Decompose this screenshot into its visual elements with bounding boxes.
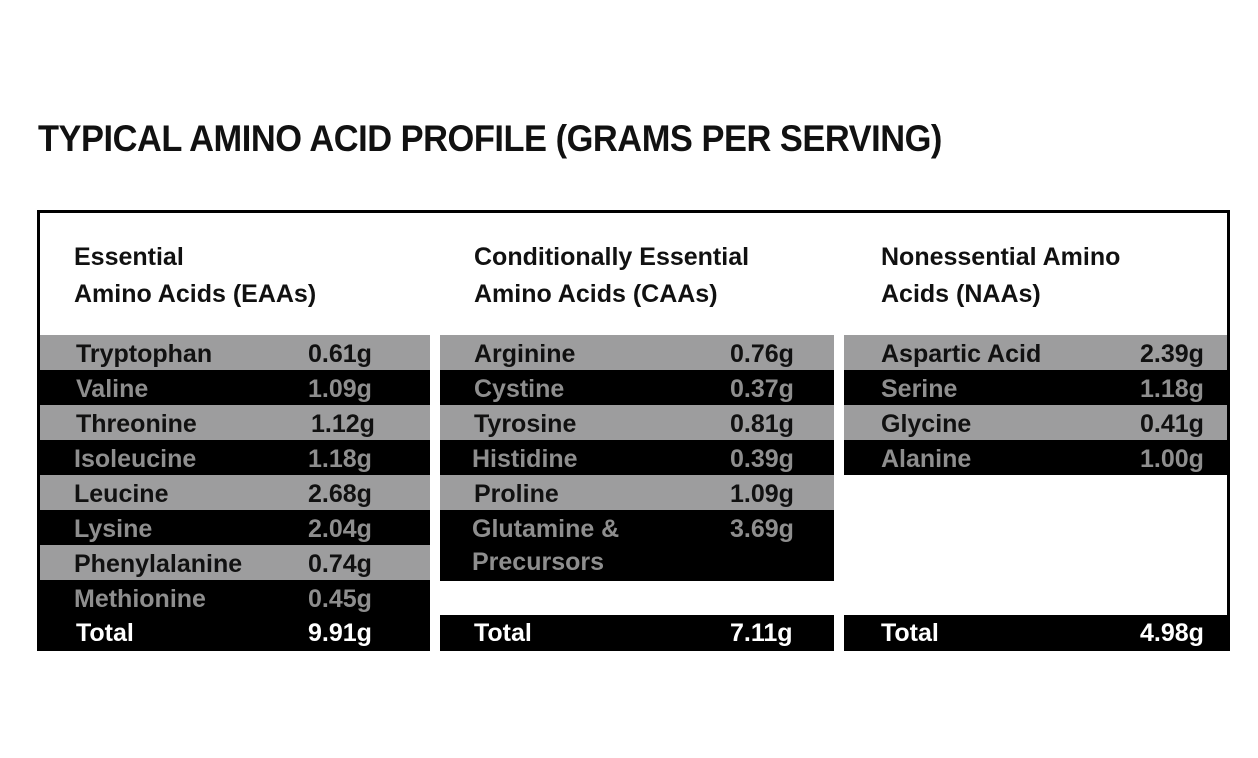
acid-name: Proline	[474, 480, 559, 508]
total-label: Total	[881, 619, 939, 647]
table-row	[440, 510, 834, 581]
acid-name: Glutamine & Precursors	[472, 515, 620, 576]
table-row	[844, 370, 1227, 405]
table-row	[844, 440, 1227, 475]
acid-name: Serine	[881, 375, 958, 403]
acid-value: 0.61g	[308, 340, 372, 368]
total-row	[844, 615, 1227, 651]
acid-value: 2.39g	[1140, 340, 1204, 368]
amino-acid-table	[37, 210, 1230, 651]
acid-name: Alanine	[881, 445, 972, 473]
acid-value: 1.00g	[1140, 445, 1204, 473]
total-value: 9.91g	[308, 619, 372, 647]
acid-name: Phenylalanine	[74, 550, 243, 578]
table-row	[844, 405, 1227, 440]
table-row	[40, 545, 430, 580]
acid-value: 1.09g	[730, 480, 794, 508]
acid-name: Lysine	[74, 515, 153, 543]
total-row	[440, 615, 834, 651]
acid-name: Isoleucine	[74, 445, 197, 473]
acid-name: Aspartic Acid	[881, 340, 1042, 368]
page-title: TYPICAL AMINO ACID PROFILE (GRAMS PER SERVING)	[38, 118, 942, 159]
acid-value: 0.74g	[308, 550, 372, 578]
column-heading: Conditionally Essential Amino Acids (CAAs)	[474, 243, 750, 308]
table-row	[440, 475, 834, 510]
table-row	[40, 510, 430, 545]
acid-name: Cystine	[474, 375, 565, 403]
acid-name: Threonine	[76, 410, 197, 438]
acid-value: 3.69g	[730, 515, 794, 543]
acid-name: Methionine	[74, 585, 206, 613]
column-heading: Nonessential Amino Acids (NAAs)	[881, 243, 1121, 308]
acid-value: 0.39g	[730, 445, 794, 473]
total-value: 7.11g	[730, 619, 793, 647]
acid-value: 1.12g	[311, 410, 375, 438]
table-row	[440, 370, 834, 405]
acid-name: Arginine	[474, 340, 576, 368]
acid-value: 0.41g	[1140, 410, 1204, 438]
table-row	[440, 440, 834, 475]
table-row	[440, 405, 834, 440]
table-row	[844, 335, 1227, 370]
acid-value: 0.37g	[730, 375, 794, 403]
total-row	[40, 615, 430, 651]
table-row	[440, 335, 834, 370]
acid-value: 2.68g	[308, 480, 372, 508]
table-row	[40, 335, 430, 370]
acid-value: 1.09g	[308, 375, 372, 403]
table-row	[40, 405, 430, 440]
column-heading: Essential Amino Acids (EAAs)	[74, 243, 317, 308]
acid-name: Valine	[76, 375, 149, 403]
acid-value: 1.18g	[308, 445, 372, 473]
table-row	[40, 370, 430, 405]
total-value: 4.98g	[1140, 619, 1204, 647]
acid-value: 2.04g	[308, 515, 372, 543]
table-row	[40, 440, 430, 475]
acid-value: 0.76g	[730, 340, 794, 368]
acid-name: Glycine	[881, 410, 972, 438]
table-row	[40, 475, 430, 510]
acid-value: 0.81g	[730, 410, 794, 438]
table-row	[40, 580, 430, 615]
acid-value: 1.18g	[1140, 375, 1204, 403]
acid-name: Leucine	[74, 480, 169, 508]
acid-value: 0.45g	[308, 585, 372, 613]
total-label: Total	[474, 619, 532, 647]
acid-name: Tryptophan	[76, 340, 213, 368]
acid-name: Histidine	[472, 445, 578, 473]
total-label: Total	[76, 619, 134, 647]
acid-name: Tyrosine	[474, 410, 577, 438]
